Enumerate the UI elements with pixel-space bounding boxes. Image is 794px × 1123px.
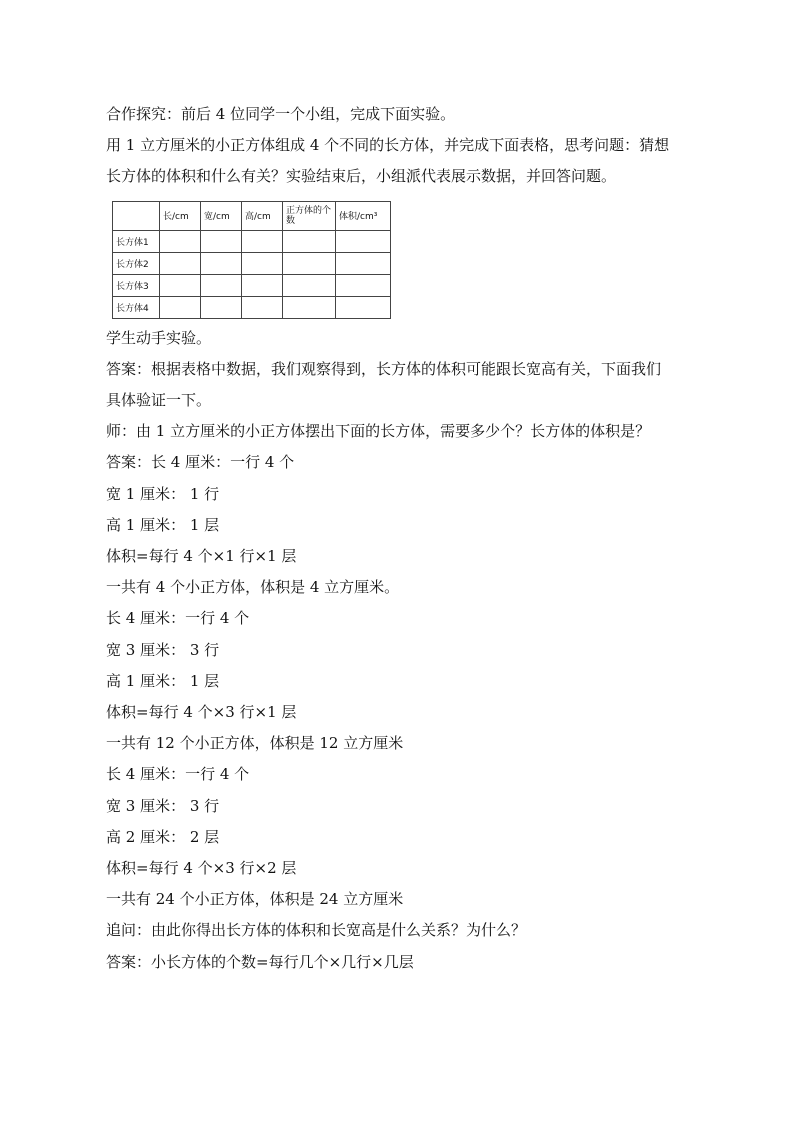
text-line: 具体验证一下。 — [106, 391, 212, 410]
table-header-row — [113, 201, 391, 230]
text-line: 高 1 厘米： 1 层 — [106, 515, 220, 534]
table-row-label: 长方体3 — [113, 274, 160, 296]
table-cell — [283, 274, 336, 296]
text-line: 合作探究：前后 4 位同学一个小组，完成下面实验。 — [106, 105, 456, 123]
table-row-label: 长方体4 — [113, 296, 160, 318]
table-header-cell: 长/cm — [160, 201, 201, 230]
answer-section — [106, 323, 706, 978]
table-cell — [283, 252, 336, 274]
document-page — [106, 99, 706, 978]
text-line: 高 2 厘米： 2 层 — [106, 827, 220, 846]
table-cell — [242, 296, 283, 318]
table-cell — [283, 230, 336, 252]
experiment-table — [112, 201, 391, 319]
table-header-cell: 体积/cm³ — [336, 201, 391, 230]
table-cell — [242, 230, 283, 252]
intro-paragraph — [106, 99, 706, 193]
text-line: 长方体的体积和什么有关？实验结束后，小组派代表展示数据，并回答问题。 — [106, 167, 617, 186]
table-cell — [160, 274, 201, 296]
text-line: 高 1 厘米： 1 层 — [106, 671, 220, 690]
table-cell — [160, 230, 201, 252]
text-line: 宽 1 厘米： 1 行 — [106, 484, 220, 503]
text-line: 体积=每行 4 个×3 行×1 层 — [106, 703, 297, 722]
text-line: 长 4 厘米：一行 4 个 — [106, 765, 250, 784]
text-line: 体积=每行 4 个×3 行×2 层 — [106, 859, 297, 878]
text-line: 答案：长 4 厘米：一行 4 个 — [106, 453, 295, 472]
table-row — [113, 252, 391, 274]
text-line: 宽 3 厘米： 3 行 — [106, 640, 220, 659]
text-line: 追问：由此你得出长方体的体积和长宽高是什么关系？为什么？ — [106, 921, 527, 940]
text-line: 体积=每行 4 个×1 行×1 层 — [106, 547, 297, 566]
table-cell — [201, 230, 242, 252]
table-cell — [201, 296, 242, 318]
table-cell — [160, 252, 201, 274]
table-cell — [242, 274, 283, 296]
table-cell — [201, 252, 242, 274]
table-header-cell — [113, 201, 160, 230]
text-line: 师：由 1 立方厘米的小正方体摆出下面的长方体，需要多少个？长方体的体积是？ — [106, 422, 651, 441]
table-cell — [336, 296, 391, 318]
text-line: 一共有 24 个小正方体，体积是 24 立方厘米 — [106, 890, 404, 909]
table-cell — [336, 274, 391, 296]
table-cell — [242, 252, 283, 274]
table-cell — [160, 296, 201, 318]
table-cell — [336, 252, 391, 274]
text-line: 一共有 12 个小正方体，体积是 12 立方厘米 — [106, 734, 404, 753]
table-cell — [283, 296, 336, 318]
table-cell — [201, 274, 242, 296]
table-row — [113, 296, 391, 318]
table-header-cell: 宽/cm — [201, 201, 242, 230]
text-line: 一共有 4 个小正方体，体积是 4 立方厘米。 — [106, 578, 400, 597]
table-row — [113, 274, 391, 296]
table-header-cell: 高/cm — [242, 201, 283, 230]
text-line: 答案：小长方体的个数=每行几个×几行×几层 — [106, 952, 414, 971]
table-row-label: 长方体2 — [113, 252, 160, 274]
text-line: 长 4 厘米：一行 4 个 — [106, 609, 250, 628]
text-line: 学生动手实验。 — [106, 328, 212, 347]
text-line: 用 1 立方厘米的小正方体组成 4 个不同的长方体，并完成下面表格，思考问题：猜想 — [106, 136, 670, 155]
table-cell — [336, 230, 391, 252]
table-row-label: 长方体1 — [113, 230, 160, 252]
text-line: 宽 3 厘米： 3 行 — [106, 796, 220, 815]
table-row — [113, 230, 391, 252]
text-line: 答案：根据表格中数据，我们观察得到，长方体的体积可能跟长宽高有关，下面我们 — [106, 359, 662, 378]
table-header-cell: 正方体的个数 — [283, 201, 336, 230]
